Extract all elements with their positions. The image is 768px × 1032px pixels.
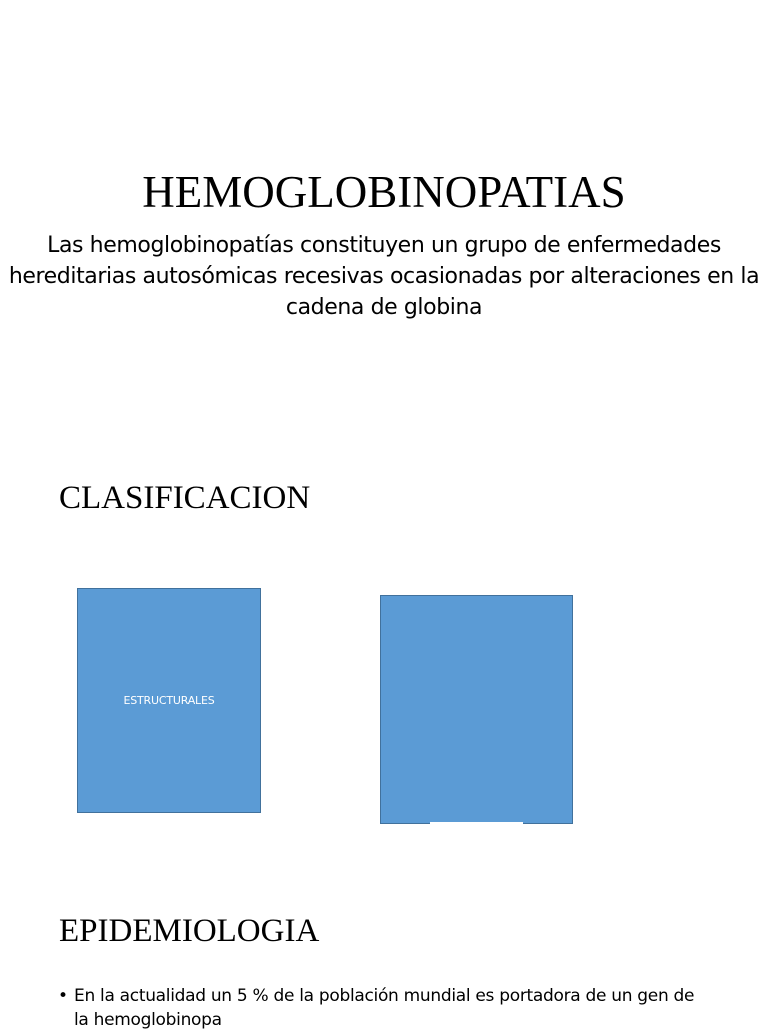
classification-box-empty — [380, 595, 573, 824]
page-subtitle: Las hemoglobinopatías constituyen un grupo de enfermedades hereditarias autosómicas recesivas ocasionadas por alteraciones en la cadena de globina — [8, 233, 760, 320]
bullet-marker: • — [58, 986, 68, 1006]
classification-box-estructurales — [77, 588, 261, 813]
epidemiologia-bullet-list — [58, 984, 708, 1032]
epidemiologia-heading: EPIDEMIOLOGIA — [59, 913, 320, 949]
clasificacion-heading: CLASIFICACION — [59, 480, 311, 516]
list-item — [58, 984, 708, 1032]
page-title: HEMOGLOBINOPATIAS — [142, 167, 626, 217]
classification-box-label: ESTRUCTURALES — [123, 694, 215, 707]
box-bottom-mark — [430, 822, 523, 824]
bullet-text: En la actualidad un 5 % de la población mundial es portadora de un gen de la hemoglobinopa — [74, 986, 695, 1030]
